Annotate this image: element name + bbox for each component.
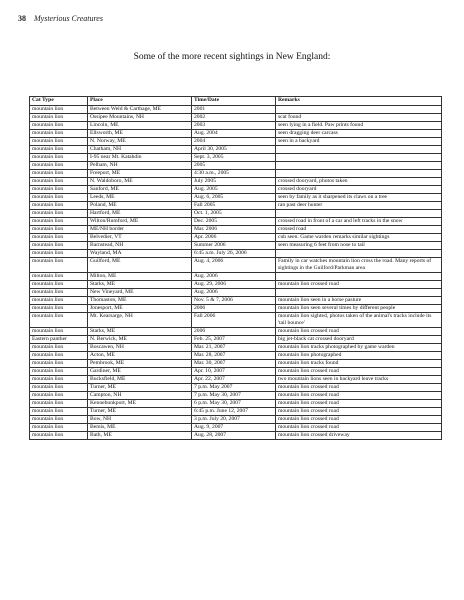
cell-cat-type: mountain lion (30, 194, 88, 202)
cell-cat-type: mountain lion (30, 392, 88, 400)
table-row (30, 360, 442, 368)
table-row (30, 368, 442, 376)
cell-cat-type: mountain lion (30, 202, 88, 210)
cell-place: Kennebunkport, ME (88, 400, 192, 408)
cell-cat-type: mountain lion (30, 218, 88, 226)
cell-place: Between Weld & Carthage, ME (88, 106, 192, 114)
column-header-remarks: Remarks (276, 97, 442, 106)
cell-remarks: crossed road (276, 226, 442, 234)
running-title: Mysterious Creatures (34, 14, 103, 23)
cell-time-date: April 30, 2005 (192, 146, 276, 154)
table-row (30, 416, 442, 424)
cell-cat-type: mountain lion (30, 384, 88, 392)
cell-remarks (276, 170, 442, 178)
cell-time-date: 2005 (192, 162, 276, 170)
cell-place: Jonesport, ME (88, 305, 192, 313)
cell-cat-type: mountain lion (30, 352, 88, 360)
table-caption: Some of the more recent sightings in New England: (133, 52, 331, 62)
page-header (18, 14, 103, 23)
cell-time-date: Apr. 2006 (192, 234, 276, 242)
cell-remarks: seen in a backyard (276, 138, 442, 146)
cell-remarks: mountain lion crossed driveway (276, 432, 442, 440)
table-row (30, 106, 442, 114)
cell-cat-type: mountain lion (30, 122, 88, 130)
cell-place: Pembrook, ME (88, 360, 192, 368)
column-header-cat-type: Cat Type (30, 97, 88, 106)
table-row (30, 194, 442, 202)
table-row (30, 313, 442, 328)
cell-remarks: mountain lion crossed road (276, 281, 442, 289)
cell-place: Sanford, ME (88, 186, 192, 194)
cell-time-date: 2001 (192, 106, 276, 114)
cell-time-date: 7 p.m. May 30, 2007 (192, 392, 276, 400)
cell-time-date: 2006 (192, 305, 276, 313)
cell-remarks: mountain lion seen in a horse pasture (276, 297, 442, 305)
cell-place: Milton, ME (88, 273, 192, 281)
table-row (30, 273, 442, 281)
cell-cat-type: mountain lion (30, 313, 88, 328)
cell-time-date: 2002 (192, 114, 276, 122)
cell-remarks: mountain lion crossed road (276, 392, 442, 400)
cell-place: Belvedier, VT (88, 234, 192, 242)
cell-place: Turner, ME (88, 408, 192, 416)
cell-cat-type: mountain lion (30, 305, 88, 313)
cell-place: N. Norway, ME (88, 138, 192, 146)
cell-place: Lincoln, ME (88, 122, 192, 130)
cell-cat-type: mountain lion (30, 250, 88, 258)
cell-cat-type: mountain lion (30, 328, 88, 336)
cell-cat-type: mountain lion (30, 170, 88, 178)
cell-cat-type: mountain lion (30, 297, 88, 305)
cell-remarks: mountain lion crossed road (276, 424, 442, 432)
table-row (30, 146, 442, 154)
cell-time-date: 2004 (192, 138, 276, 146)
cell-remarks: seen measuring 6 feet from nose to tail (276, 242, 442, 250)
cell-remarks: cub seen. Game warden remarks similar sightings (276, 234, 442, 242)
cell-remarks (276, 146, 442, 154)
table-row (30, 154, 442, 162)
sightings-table (29, 96, 442, 440)
column-header-place: Place (88, 97, 192, 106)
cell-remarks: seen lying in a field. Paw prints found (276, 122, 442, 130)
cell-time-date: Aug. 2006 (192, 273, 276, 281)
cell-place: N. Waldoboro, ME (88, 178, 192, 186)
cell-place: Wayland, MA (88, 250, 192, 258)
cell-time-date: Mar. 28, 2007 (192, 352, 276, 360)
table-row (30, 392, 442, 400)
table-row (30, 400, 442, 408)
cell-cat-type: mountain lion (30, 424, 88, 432)
table-row (30, 344, 442, 352)
cell-cat-type: mountain lion (30, 408, 88, 416)
cell-place: Chatham, NH (88, 146, 192, 154)
cell-place: New Vineyard, ME (88, 289, 192, 297)
table-row (30, 202, 442, 210)
cell-time-date: Nov. 5 & 7, 2006 (192, 297, 276, 305)
table-header (30, 97, 442, 106)
cell-place: Freeport, ME (88, 170, 192, 178)
cell-time-date: Apr. 10, 2007 (192, 368, 276, 376)
cell-remarks: mountain lion crossed road (276, 328, 442, 336)
cell-time-date: Mar. 2006 (192, 226, 276, 234)
cell-remarks: mountain lion tracks found (276, 360, 442, 368)
table-row (30, 218, 442, 226)
cell-remarks: seen dragging deer carcass (276, 130, 442, 138)
cell-place: Bemis, ME (88, 424, 192, 432)
cell-time-date: Aug. 2006 (192, 289, 276, 297)
cell-place: Campton, NH (88, 392, 192, 400)
cell-time-date: Aug. 4, 2006 (192, 258, 276, 273)
cell-place: ME/NH border (88, 226, 192, 234)
table-row (30, 336, 442, 344)
cell-cat-type: mountain lion (30, 281, 88, 289)
cell-cat-type: mountain lion (30, 344, 88, 352)
cell-place: Boscawen, NH (88, 344, 192, 352)
table-row (30, 210, 442, 218)
cell-remarks: mountain lion crossed road (276, 408, 442, 416)
cell-place: Leeds, ME (88, 194, 192, 202)
cell-time-date: Aug. 9, 2007 (192, 424, 276, 432)
cell-remarks: mountain lion photographed (276, 352, 442, 360)
cell-remarks: scat found (276, 114, 442, 122)
cell-place: Bucksfield, ME (88, 376, 192, 384)
cell-place: Thomaston, ME (88, 297, 192, 305)
table-row (30, 130, 442, 138)
cell-place: I-95 near Mt. Katahdin (88, 154, 192, 162)
cell-cat-type: mountain lion (30, 258, 88, 273)
column-header-time-date: Time/Date (192, 97, 276, 106)
cell-time-date: 7 p.m. May 2007 (192, 384, 276, 392)
cell-time-date: Aug. 6, 2005 (192, 194, 276, 202)
cell-remarks (276, 273, 442, 281)
cell-time-date: 3 p.m. July 20, 2007 (192, 416, 276, 424)
cell-place: Starks, ME (88, 328, 192, 336)
cell-remarks: crossed dooryard, photos taken (276, 178, 442, 186)
cell-cat-type: mountain lion (30, 138, 88, 146)
table-row (30, 170, 442, 178)
cell-cat-type: mountain lion (30, 234, 88, 242)
table-row (30, 376, 442, 384)
cell-place: Guilford, ME (88, 258, 192, 273)
cell-time-date: 2003 (192, 122, 276, 130)
cell-time-date: 6:45 p.m. June 12, 2007 (192, 408, 276, 416)
table-row (30, 186, 442, 194)
cell-place: Hartford, ME (88, 210, 192, 218)
cell-cat-type: mountain lion (30, 154, 88, 162)
table-row (30, 114, 442, 122)
cell-time-date: Mar. 30, 2007 (192, 360, 276, 368)
cell-cat-type: mountain lion (30, 289, 88, 297)
cell-cat-type: mountain lion (30, 146, 88, 154)
table-row (30, 178, 442, 186)
cell-remarks (276, 210, 442, 218)
cell-cat-type: mountain lion (30, 178, 88, 186)
table-row (30, 226, 442, 234)
table-row (30, 384, 442, 392)
cell-time-date: Fall 2005 (192, 202, 276, 210)
table-body (30, 106, 442, 440)
table-row (30, 328, 442, 336)
cell-cat-type: mountain lion (30, 376, 88, 384)
cell-time-date: 6 p.m. May 30, 2007 (192, 400, 276, 408)
table-row (30, 432, 442, 440)
table-row (30, 289, 442, 297)
cell-remarks: crossed road in front of a car and left tracks in the snow (276, 218, 442, 226)
cell-place: Gardiner, ME (88, 368, 192, 376)
cell-cat-type: Eastern panther (30, 336, 88, 344)
cell-time-date: 6:45 a.m. July 26, 2006 (192, 250, 276, 258)
cell-time-date: Oct. 1, 2005 (192, 210, 276, 218)
cell-time-date: Mar. 21, 2007 (192, 344, 276, 352)
cell-remarks (276, 154, 442, 162)
cell-time-date: Dec. 2005 (192, 218, 276, 226)
cell-cat-type: mountain lion (30, 114, 88, 122)
cell-place: Wilton/Rumford, ME (88, 218, 192, 226)
table-row (30, 305, 442, 313)
cell-cat-type: mountain lion (30, 432, 88, 440)
cell-time-date: Fall 2006 (192, 313, 276, 328)
table-row (30, 122, 442, 130)
cell-time-date: Summer 2006 (192, 242, 276, 250)
table-row (30, 352, 442, 360)
cell-place: N. Berwick, ME (88, 336, 192, 344)
cell-place: Ossipee Mountains, NH (88, 114, 192, 122)
cell-time-date: Feb. 25, 2007 (192, 336, 276, 344)
cell-place: Pelham, NH (88, 162, 192, 170)
cell-cat-type: mountain lion (30, 210, 88, 218)
cell-place: Mt. Kearsarge, NH (88, 313, 192, 328)
cell-remarks: mountain lion crossed road (276, 416, 442, 424)
cell-place: Starks, ME (88, 281, 192, 289)
cell-time-date: Aug. 2004 (192, 130, 276, 138)
cell-place: Bow, NH (88, 416, 192, 424)
table-row (30, 258, 442, 273)
cell-time-date: 4:30 a.m., 2005 (192, 170, 276, 178)
cell-place: Ellsworth, ME (88, 130, 192, 138)
cell-place: Acton, ME (88, 352, 192, 360)
cell-cat-type: mountain lion (30, 400, 88, 408)
cell-cat-type: mountain lion (30, 186, 88, 194)
table-row (30, 408, 442, 416)
cell-remarks (276, 162, 442, 170)
cell-remarks: big jet-black cat crossed dooryard (276, 336, 442, 344)
cell-cat-type: mountain lion (30, 273, 88, 281)
table-row (30, 424, 442, 432)
cell-remarks: seen by family as it sharpened its claws on a tree (276, 194, 442, 202)
cell-time-date: Sept. 3, 2005 (192, 154, 276, 162)
cell-remarks: crossed dooryard (276, 186, 442, 194)
table-row (30, 162, 442, 170)
page-number: 38 (18, 14, 26, 23)
cell-time-date: Aug. 28, 2007 (192, 432, 276, 440)
cell-time-date: July 2005 (192, 178, 276, 186)
cell-remarks: mountain lion sighted, photos taken of the animal's tracks include its 'tail bounce' (276, 313, 442, 328)
cell-cat-type: mountain lion (30, 226, 88, 234)
cell-cat-type: mountain lion (30, 416, 88, 424)
cell-remarks: mountain lion crossed road (276, 384, 442, 392)
table-row (30, 234, 442, 242)
cell-remarks (276, 289, 442, 297)
table-row (30, 297, 442, 305)
cell-remarks: mountain lion tracks photographed by game warden (276, 344, 442, 352)
table-row (30, 250, 442, 258)
cell-remarks: mountain lion crossed road (276, 400, 442, 408)
cell-remarks: ran past deer hunter (276, 202, 442, 210)
cell-cat-type: mountain lion (30, 360, 88, 368)
cell-place: Barnstead, NH (88, 242, 192, 250)
header-row (30, 97, 442, 106)
cell-cat-type: mountain lion (30, 130, 88, 138)
cell-remarks: two mountain lions seen in backyard leave tracks (276, 376, 442, 384)
cell-time-date: 2006 (192, 328, 276, 336)
cell-place: Turner, ME (88, 384, 192, 392)
table-row (30, 242, 442, 250)
cell-remarks: mountain lion seen several times by different people (276, 305, 442, 313)
cell-remarks (276, 250, 442, 258)
cell-time-date: Aug. 29, 2006 (192, 281, 276, 289)
cell-cat-type: mountain lion (30, 242, 88, 250)
cell-cat-type: mountain lion (30, 368, 88, 376)
cell-time-date: Aug. 2005 (192, 186, 276, 194)
cell-place: Bath, ME (88, 432, 192, 440)
cell-cat-type: mountain lion (30, 106, 88, 114)
cell-remarks: Family in car watches mountain lion cross the road. Many reports of sightings in the Guilford/Parkman area (276, 258, 442, 273)
cell-cat-type: mountain lion (30, 162, 88, 170)
table-row (30, 281, 442, 289)
table-row (30, 138, 442, 146)
cell-remarks (276, 106, 442, 114)
cell-remarks: mountain lion crossed road (276, 368, 442, 376)
cell-place: Poland, ME (88, 202, 192, 210)
cell-time-date: Apr. 22, 2007 (192, 376, 276, 384)
